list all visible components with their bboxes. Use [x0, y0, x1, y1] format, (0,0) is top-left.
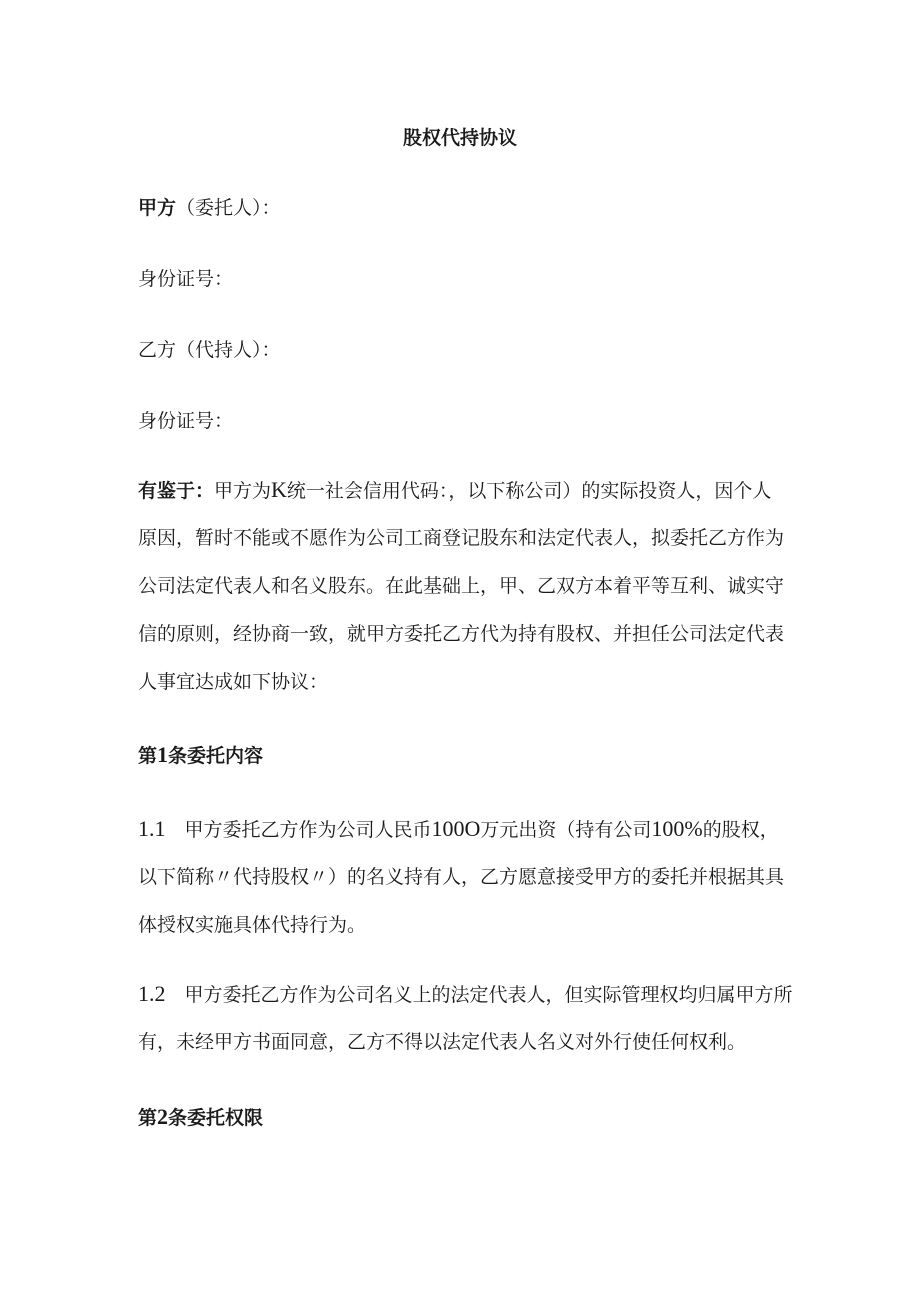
clause-1-2-line-2: 有，未经甲方书面同意，乙方不得以法定代表人名义对外行使任何权利。 — [138, 1031, 747, 1053]
clause-1-2 — [138, 970, 793, 1066]
recital-line-4: 信的原则，经协商一致，就甲方委托乙方代为持有股权、并担任公司法定代表 — [138, 623, 785, 645]
recital-line-2: 原因，暂时不能或不愿作为公司工商登记股东和法定代表人，拟委托乙方作为 — [138, 527, 785, 549]
clause-1-1-line-3: 体授权实施具体代持行为。 — [138, 914, 367, 936]
article-prefix: 第 — [138, 1107, 158, 1129]
article-1-heading — [138, 741, 263, 770]
party-a-line — [138, 194, 788, 222]
clause-1-1-line-1 — [138, 805, 788, 853]
id-number-line-b: 身份证号： — [138, 410, 234, 432]
clause-text: 甲方委托乙方作为公司人民币 — [184, 819, 432, 841]
clause-text: 甲方委托乙方作为公司名义上的法定代表人，但实际管理权均归属甲方所 — [184, 984, 793, 1006]
recital-label: 有鉴于： — [138, 480, 215, 502]
id-number-line-a: 身份证号： — [138, 268, 234, 290]
recital-text: 甲方为 — [214, 480, 272, 502]
article-prefix: 第 — [138, 745, 158, 767]
clause-number: 1.2 — [138, 981, 166, 1006]
party-b-line: 乙方（代持人）： — [138, 339, 281, 361]
article-number: 2 — [157, 1104, 169, 1129]
recital-line-3: 公司法定代表人和名义股东。在此基础上，甲、乙双方本着平等互利、诚实守 — [138, 575, 785, 597]
clause-text: 万元出资（持有公司 — [480, 819, 652, 841]
party-a-label: 甲方 — [138, 197, 177, 219]
article-number: 1 — [157, 742, 169, 767]
recital-line-5: 人事宜达成如下协议： — [138, 671, 329, 693]
clause-number: 1.1 — [138, 816, 166, 841]
party-a-rest: （委托人）： — [176, 197, 281, 219]
company-letter: K — [271, 477, 287, 502]
clause-1-2-line-1 — [138, 970, 793, 1018]
clause-1-1 — [138, 805, 788, 949]
recital-paragraph — [138, 466, 788, 706]
share-percent: 100% — [651, 816, 703, 841]
clause-1-1-line-2: 以下简称〃代持股权〃）的名义持有人，乙方愿意接受甲方的委托并根据其具 — [138, 866, 785, 888]
document-title: 股权代持协议 — [402, 127, 517, 149]
recital-line-1 — [138, 466, 788, 514]
article-2-heading — [138, 1103, 263, 1132]
recital-text: 统一社会信用代码：，以下称公司）的实际投资人，因个人 — [286, 480, 772, 502]
article-title: 条委托权限 — [168, 1107, 264, 1129]
article-title: 条委托内容 — [168, 745, 264, 767]
clause-text: 的股权， — [702, 819, 779, 841]
capital-amount: 100O — [431, 816, 481, 841]
